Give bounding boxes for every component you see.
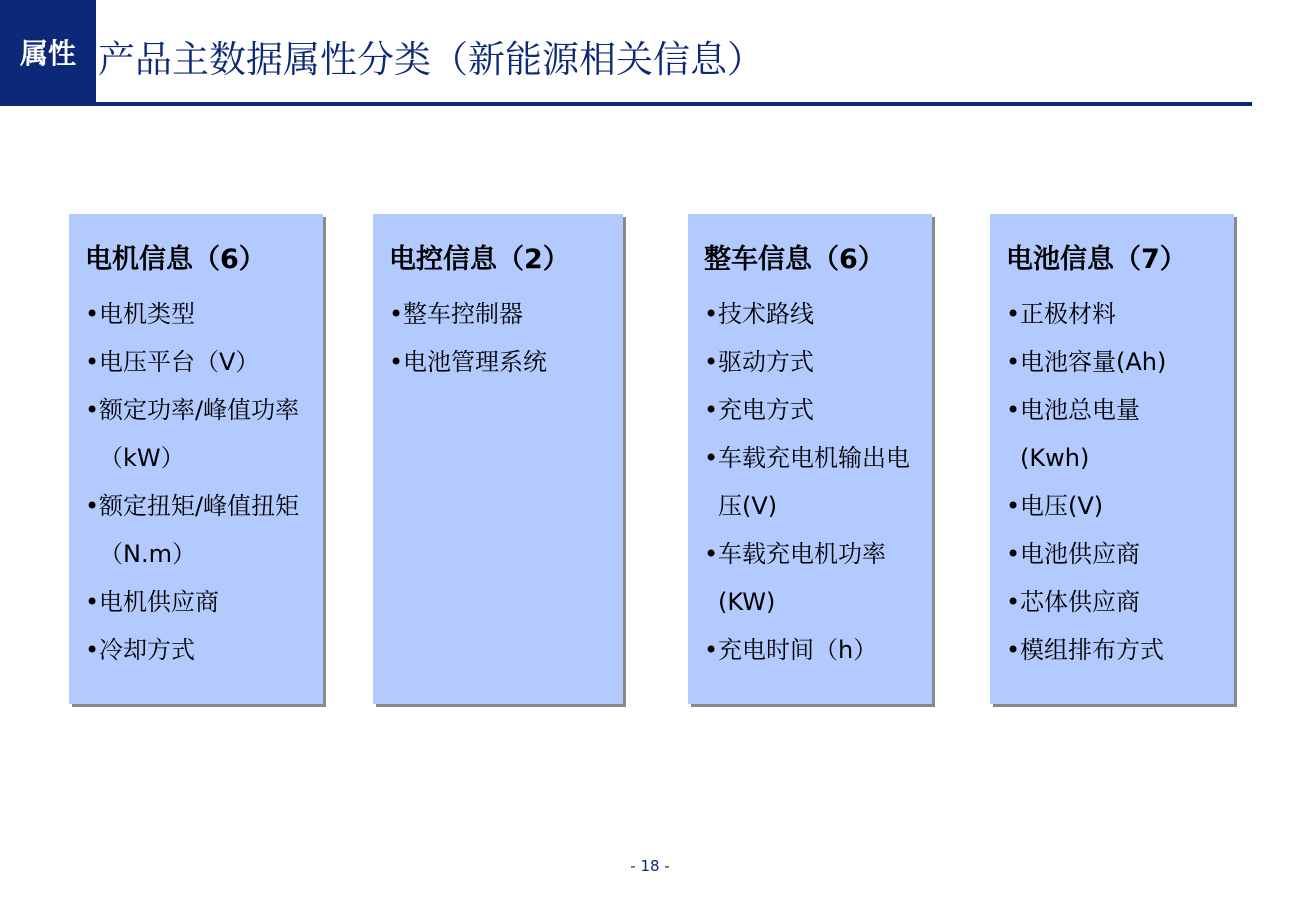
- card-title: 电机信息（6）: [85, 244, 266, 275]
- list-item: • 整车控制器: [389, 290, 623, 338]
- card-battery-info: [990, 214, 1234, 704]
- list-item: • 电压(V): [1006, 482, 1234, 530]
- list-item: • 技术路线: [704, 290, 932, 338]
- attribute-list: [389, 290, 623, 386]
- section-tag-label: 属性: [19, 37, 76, 70]
- list-item: • 冷却方式: [85, 626, 323, 674]
- list-item: • 充电方式: [704, 386, 932, 434]
- list-item: • 驱动方式: [704, 338, 932, 386]
- card-vehicle-info: [688, 214, 932, 704]
- section-tag: [0, 0, 96, 106]
- list-item: • 电机类型: [85, 290, 323, 338]
- attribute-list: [85, 290, 323, 674]
- card-motor-info: [69, 214, 323, 704]
- card-controller-info: [373, 214, 623, 704]
- title-underline: [52, 102, 1252, 106]
- list-item: • 模组排布方式: [1006, 626, 1234, 674]
- list-item: • 电机供应商: [85, 578, 323, 626]
- card-title: 整车信息（6）: [704, 244, 885, 275]
- list-item: • 电池管理系统: [389, 338, 623, 386]
- list-item: • 电压平台（V）: [85, 338, 323, 386]
- page-title: 产品主数据属性分类（新能源相关信息）: [98, 38, 764, 81]
- list-item: • 车载充电机输出电压(V): [704, 434, 916, 530]
- list-item: • 电池容量(Ah): [1006, 338, 1234, 386]
- list-item: • 正极材料: [1006, 290, 1234, 338]
- list-item: • 车载充电机功率(KW): [704, 530, 916, 626]
- list-item: • 电池供应商: [1006, 530, 1234, 578]
- list-item: • 充电时间（h）: [704, 626, 932, 674]
- card-title: 电控信息（2）: [389, 244, 570, 275]
- list-item: • 额定功率/峰值功率（kW）: [85, 386, 305, 482]
- list-item: • 电池总电量(Kwh): [1006, 386, 1180, 482]
- list-item: • 额定扭矩/峰值扭矩（N.m）: [85, 482, 305, 578]
- page-number: - 18 -: [630, 857, 670, 875]
- attribute-list: [1006, 290, 1234, 674]
- attribute-list: [704, 290, 932, 674]
- list-item: • 芯体供应商: [1006, 578, 1234, 626]
- card-title: 电池信息（7）: [1006, 244, 1187, 275]
